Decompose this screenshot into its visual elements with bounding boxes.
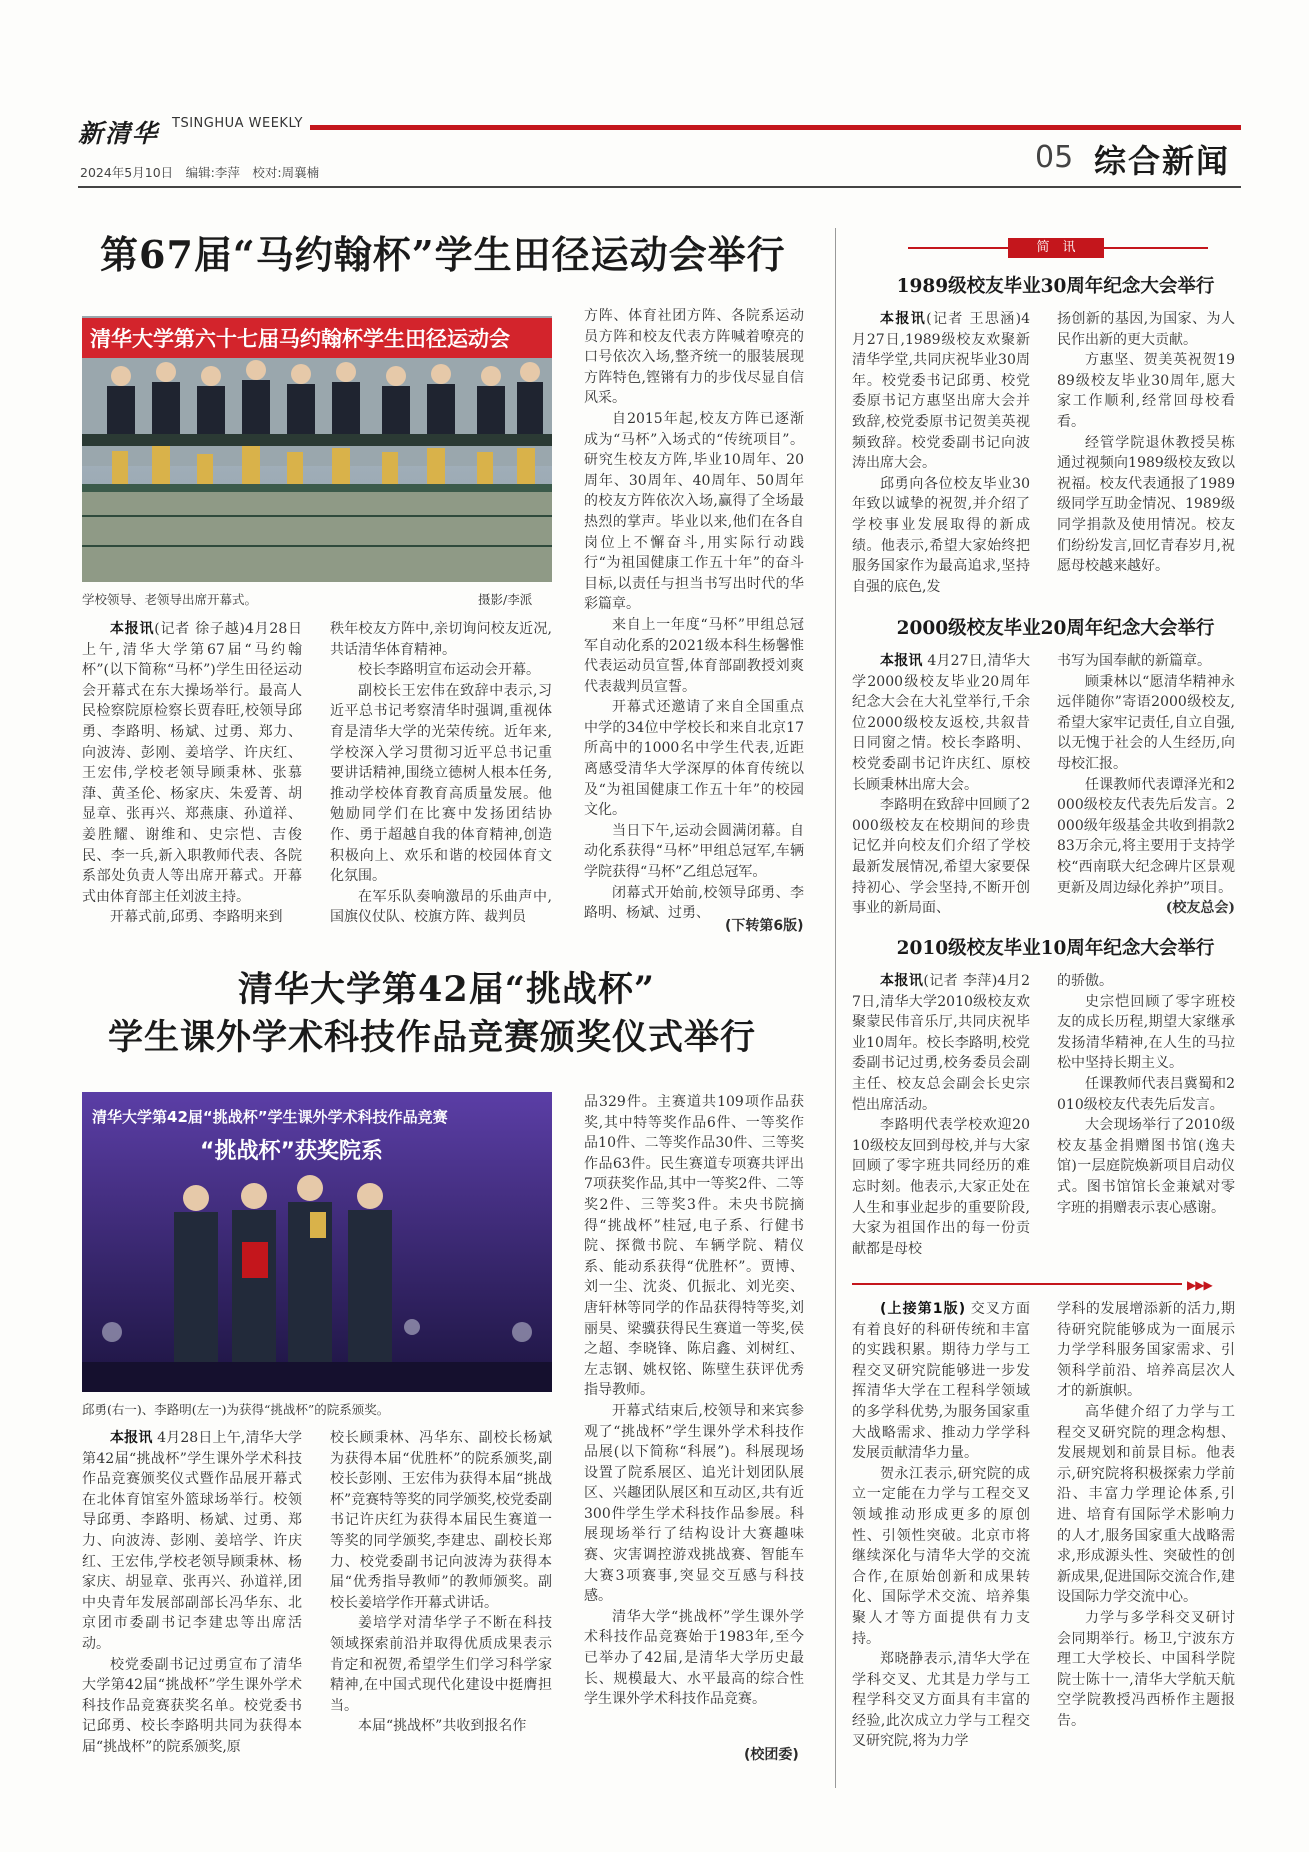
paragraph-text: 扬创新的基因,为国家、为人民作出新的更大贡献。 [1057, 311, 1235, 348]
paragraph [82, 1428, 302, 1655]
paragraph-text: 交叉方面有着良好的科研传统和丰富的实践积累。期待力学与工程交叉研究院能够进一步发挥清华大学在工程科学领域的多学科优势,为服务国家重大战略需求、推动力学学科发展贡献清华力量。 [852, 1301, 1030, 1462]
brief-header [908, 238, 1208, 258]
paragraph [330, 660, 552, 681]
paragraph-text: 4月27日,清华大学2000级校友毕业20周年纪念大会在大礼堂举行,千余位2000级校友返校,共叙昔日同窗之情。校长李路明、校党委副书记许庆红、原校长顾秉林出席大会。 [852, 653, 1031, 793]
brief-3-title: 2010级校友毕业10周年纪念大会举行 [896, 938, 1215, 959]
paragraph-text: 校长顾秉林、冯华东、副校长杨斌为获得本届“优胜杯”的院系颁奖,副校长彭刚、王宏伟为获得本届“挑战杯”竞赛特等奖的同学颁奖,校党委副书记许庆红为获得本届民生赛道一等奖的同学颁奖,李建忠、副校长郑力、校党委副书记向波涛为获得本届“优秀指导教师”的教师颁奖。副校长姜培学作开幕式讲话。 [330, 1430, 552, 1611]
paragraph-text: 贺永江表示,研究院的成立一定能在力学与工程交叉领域推动形成更多的原创性、引领性突破。北京市将继续深化与清华大学的交流合作,在原始创新和成果转化、国际学术交流、培养集聚人才等方面提供有力支持。 [852, 1465, 1030, 1647]
article1-column-3 [584, 306, 804, 924]
paragraph-text: 品329件。主赛道共109项作品获奖,其中特等奖作品6件、一等奖作品10件、二等奖作品30件、三等奖作品63件。民生赛道专项赛共评出7项获奖作品,其中一等奖2件、二等奖2件、三等奖3件。未央书院摘得“挑战杯”桂冠,电子系、行健书院、探微书院、车辆学院、精仪系、能动系获得“优胜杯”。贾博、刘一尘、沈炎、仉振北、刘光奕、唐轩林等同学的作品获得特等奖,刘丽昊、梁骥获得民生赛道一等奖,侯之超、李晓锋、陈启鑫、刘树红、左志钢、姚权铭、陈壁生获评优秀指导教师。 [584, 1094, 804, 1399]
paragraph [1057, 651, 1235, 672]
article2-title-line2: 学生课外学术科技作品竞赛颁奖仪式举行 [108, 1017, 757, 1058]
logo: 新清华 [78, 119, 160, 148]
paragraph-text: 本届“挑战杯”共收到报名作 [358, 1718, 527, 1735]
brief-1-title: 1989级校友毕业30周年纪念大会举行 [896, 276, 1215, 297]
paragraph-text: 秩年校友方阵中,亲切询问校友近况,共话清华体育精神。 [330, 621, 552, 658]
paragraph-text: 方惠坚、贺美英祝贺1989级校友毕业30周年,愿大家工作顺利,经常回母校看看。 [1057, 352, 1235, 430]
dateline: 本报讯 [110, 621, 155, 637]
page-number: 05 [1035, 140, 1074, 175]
paragraph-text: 顾秉林以“愿清华精神永远伴随你”寄语2000级校友,希望大家牢记责任,自立自强,以无愧于社会的人生经历,向母校汇报。 [1057, 673, 1235, 772]
paragraph [584, 1092, 804, 1401]
brief-rule-right [1104, 247, 1208, 249]
paragraph-text: 高华健介绍了力学与工程交叉研究院的理念构想、发展规划和前景目标。他表示,研究院将积极探索力学前沿、丰富力学理论体系,引进、培育有国际学术影响力的人才,服务国家重大战略需求,形成源头性、突破性的创新成果,促进国际交流合作,建设国际力学交流中心。 [1057, 1403, 1235, 1606]
paragraph-text: 任课教师代表谭泽光和2000级校友代表先后发言。2000级年级基金共收到捐款283万余元,将主要用于支持学校“西南联大纪念碑片区景观更新及周边绿化养护”项目。 [1057, 776, 1235, 896]
article1-column-2 [330, 619, 552, 928]
paragraph-text: 清华大学“挑战杯”学生课外学术科技作品竞赛始于1983年,至今已举办了42届,是清华大学历史最长、规模最大、水平最高的综合性学生课外学术科技作品竞赛。 [584, 1608, 804, 1708]
paragraph-text: 在军乐队奏响激昂的乐曲声中,国旗仪仗队、校旗方阵、裁判员 [330, 888, 552, 926]
paragraph [852, 1649, 1030, 1752]
paragraph-text: 经管学院退休教授吴栋通过视频向1989级校友致以祝福。校友代表通报了1989级同学互助金情况、1989级同学捐款及使用情况。校友们纷纷发言,回忆青春岁月,祝愿母校越来越好。 [1057, 434, 1235, 575]
paragraph [852, 1115, 1030, 1259]
paragraph-text: 校党委副书记过勇宣布了清华大学第42届“挑战杯”学生课外学术科技作品竞赛获奖名单。校党委书记邱勇、校长李路明共同为获得本届“挑战杯”的院系颁奖,原 [82, 1656, 302, 1755]
paragraph-text: 史宗恺回顾了零字班校友的成长历程,期望大家继承发扬清华精神,在人生的马拉松中坚持长期主义。 [1057, 993, 1235, 1072]
paragraph [82, 907, 302, 928]
paragraph-text: 4月28日上午,清华大学第42届“挑战杯”学生课外学术科技作品竞赛颁奖仪式暨作品展开幕式在北体育馆室外篮球场举行。校领导邱勇、李路明、杨斌、过勇、郑力、向波涛、彭刚、姜培学、许庆红、王宏伟,学校老领导顾秉林、杨家庆、胡显章、张再兴、孙道祥,团中央青年发展部副部长冯华东、北京团市委副书记李建忠等出席活动。 [82, 1430, 303, 1652]
continued-note: (下转第6版) [725, 918, 804, 934]
paragraph [852, 651, 1030, 795]
paragraph-text: 开幕式前,邱勇、李路明来到 [110, 909, 283, 926]
paragraph [1057, 775, 1235, 899]
brief-rule-left [908, 247, 1008, 249]
paragraph [1057, 433, 1235, 577]
paragraph [1057, 1608, 1235, 1732]
paragraph-text: 郑晓静表示,清华大学在学科交叉、尤其是力学与工程学科交叉方面具有丰富的经验,此次成立力学与工程交叉研究院,将为力学 [852, 1651, 1030, 1750]
brief-1-left [852, 309, 1030, 597]
paragraph [1057, 1402, 1235, 1608]
dateline: 本报讯 [880, 311, 927, 327]
masthead-en: TSINGHUA WEEKLY [172, 116, 303, 131]
paragraph [852, 1299, 1030, 1464]
paragraph [1057, 1115, 1235, 1218]
paragraph [584, 821, 804, 883]
paragraph-text: 方阵、体育社团方阵、各院系运动员方阵和校友代表方阵喊着嘹亮的口号依次入场,整齐统一的服装展现方阵特色,铿锵有力的步伐尽显自信风采。 [584, 308, 804, 407]
masthead-rule-red [310, 125, 1241, 130]
paragraph [584, 306, 804, 409]
continuation-divider [852, 1278, 1247, 1290]
article2-column-1 [82, 1428, 302, 1758]
divider-line [852, 1283, 1182, 1285]
paragraph [584, 1401, 804, 1607]
brief-3-left [852, 971, 1030, 1259]
paragraph [584, 1607, 804, 1710]
paragraph-text: 闭幕式开始前,校领导邱勇、李路明、杨斌、过勇、 [584, 884, 804, 922]
paragraph-text: 当日下午,运动会圆满闭幕。自动化系获得“马杯”甲组总冠军,车辆学院获得“马杯”乙组总冠军。 [584, 822, 804, 881]
paragraph-text: 邱勇向各位校友毕业30年致以诚挚的祝贺,并介绍了学校事业发展取得的新成绩。他表示,希望大家始终把服务国家作为最高追求,坚持自强的底色,发 [852, 475, 1030, 595]
paragraph [1057, 1074, 1235, 1115]
paragraph [852, 474, 1030, 598]
paragraph-text: 来自上一年度“马杯”甲组总冠军自动化系的2021级本科生杨馨惟代表运动员宣誓,体育部副教授刘爽代表裁判员宣誓。 [584, 616, 804, 695]
column-divider [835, 228, 836, 1788]
paragraph [584, 409, 804, 615]
dateline: (上接第1版) [880, 1301, 966, 1317]
brief-2-left [852, 651, 1030, 919]
paragraph-text: 力学与多学科交叉研讨会同期举行。杨卫,宁波东方理工大学校长、中国科学院院士陈十一,清华大学航天航空学院教授冯西桥作主题报告。 [1057, 1609, 1235, 1729]
paragraph [1057, 672, 1235, 775]
masthead-rule-bottom [78, 186, 1241, 188]
backdrop-line1: 清华大学第42届“挑战杯”学生课外学术科技作品竞赛 [92, 1108, 448, 1126]
article2-column-3 [584, 1092, 804, 1710]
article1-photo-credit: 摄影/李派 [478, 592, 533, 607]
paragraph [330, 1716, 552, 1737]
paragraph-text: 任课教师代表吕冀蜀和2010级校友代表先后发言。 [1057, 1075, 1235, 1113]
paragraph [82, 619, 302, 907]
paragraph [330, 887, 552, 928]
paragraph [82, 1655, 302, 1758]
paragraph [852, 309, 1030, 474]
paragraph-text: 书写为国奉献的新篇章。 [1057, 653, 1211, 669]
paragraph [1057, 309, 1235, 350]
paragraph-text: 姜培学对清华学子不断在科技领域探索前沿并取得优质成果表示肯定和祝贺,希望学生们学习科学家精神,在中国式现代化建设中挺膺担当。 [330, 1615, 552, 1714]
paragraph-text: 校长李路明宣布运动会开幕。 [358, 662, 540, 679]
paragraph-text: 学科的发展增添新的活力,期待研究院能够成为一面展示力学学科服务国家需求、引领科学前沿、培养高层次人才的新旗帜。 [1057, 1301, 1235, 1400]
paragraph [330, 681, 552, 887]
brief-1-right [1057, 309, 1235, 577]
paragraph [584, 615, 804, 697]
dateline: 本报讯 [880, 973, 924, 989]
paragraph-text: (记者 王思涵)4月27日,1989级校友欢聚新清华学堂,共同庆祝毕业30周年。校党委书记邱勇、校党委原书记方惠坚出席大会并致辞,校党委原书记贺美英视频致辞。校党委副书记向波涛出席大会。 [852, 311, 1031, 472]
paragraph [1057, 350, 1235, 432]
byline-signature: (校友总会) [1165, 900, 1235, 917]
masthead-meta: 2024年5月10日 编辑:李萍 校对:周襄楠 [80, 165, 320, 180]
section-title: 综合新闻 [1094, 142, 1231, 180]
continued-left [852, 1299, 1030, 1752]
paragraph [584, 697, 804, 821]
paragraph [330, 1428, 552, 1613]
paragraph-text: (记者 李萍)4月27日,清华大学2010级校友欢聚蒙民伟音乐厅,共同庆祝毕业10周年。校长李路明,校党委副书记过勇,校务委员会副主任、校友总会副会长史宗恺出席活动。 [852, 973, 1030, 1113]
brief-label: 简 讯 [1008, 238, 1104, 258]
paragraph [1057, 1299, 1235, 1402]
article1-column-1 [82, 619, 302, 928]
article2-caption: 邱勇(右一)、李路明(左一)为获得“挑战杯”的院系颁奖。 [82, 1402, 390, 1417]
backdrop-line2: “挑战杯”获奖院系 [200, 1139, 383, 1164]
dateline: 本报讯 [110, 1430, 153, 1446]
brief-2-title: 2000级校友毕业20周年纪念大会举行 [896, 618, 1215, 639]
paragraph-text: 李路明代表学校欢迎2010级校友回到母校,并与大家回顾了零字班共同经历的难忘时刻。他表示,大家正处在人生和事业起步的重要阶段,大家为祖国作出的每一份贡献都是母校 [852, 1117, 1030, 1257]
paragraph [852, 1464, 1030, 1649]
paragraph-text: 的骄傲。 [1057, 973, 1113, 989]
article1-caption: 学校领导、老领导出席开幕式。 [82, 592, 258, 607]
article2-title-line1: 清华大学第42届“挑战杯” [238, 969, 655, 1010]
masthead [0, 0, 1309, 180]
paragraph-text: 开幕式结束后,校领导和来宾参观了“挑战杯”学生课外学术科技作品展(以下简称“科展”)。科展现场设置了院系展区、追光计划团队展区、兴趣团队展区和互动区,共有近300件学生学术科技作品参展。科展现场举行了结构设计大赛趣味赛、灾害调控游戏挑战赛、智能车大赛3项赛事,突显交互感与科技感。 [584, 1402, 804, 1605]
arrow-icon: ▶▶▶ [1187, 1278, 1212, 1292]
paragraph-text: 副校长王宏伟在致辞中表示,习近平总书记考察清华时强调,重视体育是清华大学的光荣传统。近年来,学校深入学习贯彻习近平总书记重要讲话精神,围绕立德树人根本任务,推动学校体育教育高质量发展。他勉励同学们在比赛中发扬团结协作、勇于超越自我的体育精神,创造积极向上、欢乐和谐的校园体育文化氛围。 [330, 682, 552, 885]
brief-2-right [1057, 651, 1235, 919]
article2-column-2 [330, 1428, 552, 1737]
article2-photo [82, 1092, 552, 1392]
paragraph-text: 自2015年起,校友方阵已逐渐成为“马杯”入场式的“传统项目”。研究生校友方阵,毕业10周年、20周年、30周年、40周年、50周年的校友方阵依次入场,赢得了全场最热烈的掌声。毕业以来,他们在各自岗位上不懈奋斗,用实际行动践行“为祖国健康工作五十年”的奋斗目标,以责任与担当书写出时代的华彩篇章。 [584, 410, 804, 613]
paragraph [852, 971, 1030, 1115]
paragraph-text: (记者 徐子越)4月28日上午,清华大学第67届“马约翰杯”(以下简称“马杯”)学生田径运动会开幕式在东大操场举行。最高人民检察院原检察长贾春旺,校领导邱勇、李路明、杨斌、过勇、郑力、向波涛、彭刚、姜培学、许庆红、王宏伟,学校老领导顾秉林、张慕葏、黄圣伦、杨家庆、朱爱菁、胡显章、张再兴、郑燕康、孙道祥、姜胜耀、谢维和、史宗恺、吉俊民、李一兵,新入职教师代表、各院系部处负责人等出席开幕式。开幕式由体育部主任刘波主持。 [82, 621, 303, 905]
dateline: 本报讯 [880, 653, 923, 669]
article2-signature: (校团委) [744, 1747, 799, 1763]
paragraph [1057, 992, 1235, 1074]
paragraph-text: 开幕式还邀请了来自全国重点中学的34位中学校长和来自北京17所高中的1000名中学生代表,近距离感受清华大学深厚的体育传统以及“为祖国健康工作五十年”的校园文化。 [584, 699, 804, 819]
brief-3-right [1057, 971, 1235, 1218]
paragraph [330, 1613, 552, 1716]
paragraph [330, 619, 552, 660]
article1-photo [82, 316, 552, 582]
paragraph-text: 大会现场举行了2010级校友基金捐赠图书馆(逸夫馆)一层庭院焕新项目启动仪式。图书馆馆长金兼斌对零字班的捐赠表示衷心感谢。 [1057, 1117, 1235, 1216]
banner-text: 清华大学第六十七届马约翰杯学生田径运动会 [90, 327, 510, 351]
paragraph [852, 795, 1030, 919]
article1-title: 第67届“马约翰杯”学生田径运动会举行 [100, 232, 786, 277]
paragraph-text: 李路明在致辞中回顾了2000级校友在校期间的珍贵记忆并向校友们介绍了学校最新发展情况,希望大家要保持初心、学会坚持,不断开创事业的新局面、 [852, 797, 1030, 917]
continued-right [1057, 1299, 1235, 1731]
paragraph [1057, 971, 1235, 992]
